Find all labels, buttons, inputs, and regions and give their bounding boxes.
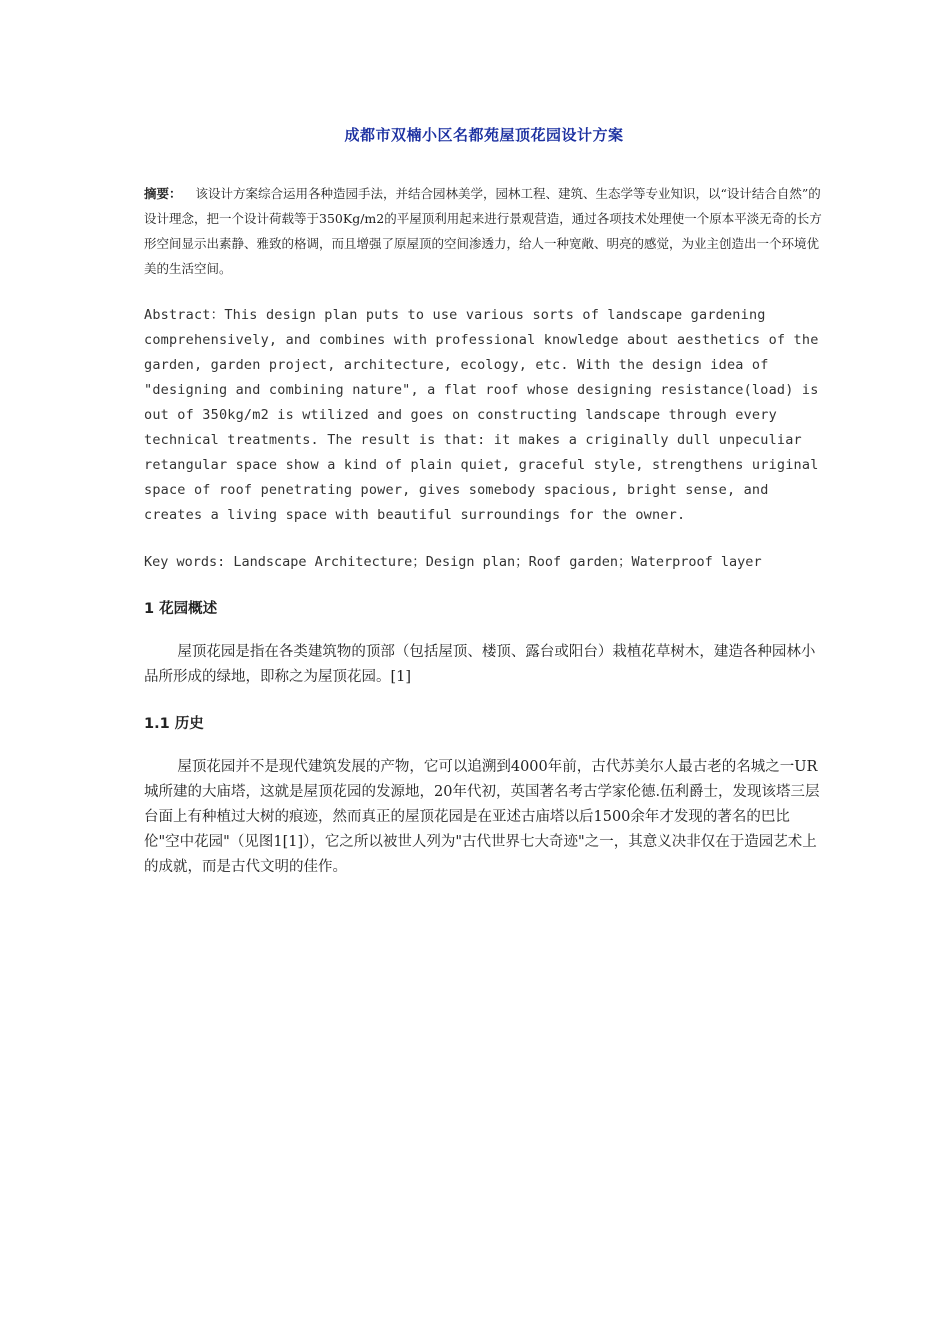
abstract-text: 该设计方案综合运用各种造园手法，并结合园林美学，园林工程、建筑、生态学等专业知识，以“设计结合自然”的设计理念，把一个设计荷载等于350Kg/m2的平屋顶利用起来进行景观营造，通过各项技术处理使一个原本平淡无奇的长方形空间显示出素静、雅致的格调，而且增强了原屋顶的空间渗透力，给人一种宽敞、明亮的感觉，为业主创造出一个环境优美的生活空间。 bbox=[144, 186, 822, 276]
section-paragraph-history: 屋顶花园并不是现代建筑发展的产物，它可以追溯到4000年前，古代苏美尔人最古老的名城之一UR城所建的大庙塔，这就是屋顶花园的发源地，20年代初，英国著名考古学家伦德.伍利爵士，发现该塔三层台面上有种植过大树的痕迹，然而真正的屋顶花园是在亚述古庙塔以后1500余年才发现的著名的巴比伦"空中花园"（见图1[1]），它之所以被世人列为"古代世界七大奇迹"之一，其意义决非仅在于造园艺术上的成就，而是古代文明的佳作。 bbox=[144, 759, 820, 875]
abstract-label: 摘要： bbox=[144, 186, 182, 201]
document-page bbox=[144, 124, 824, 902]
english-abstract: Abstract：This design plan puts to use various sorts of landscape gardening comprehensively, and combines with professional knowledge about aesthetics of the garden, garden project, architecture, ecology, etc. With the design idea of "designing and combining nature", a flat roof whose designing resistance(load) is out of 350kg/m2 is wtilized and goes on constructing landscape through every technical treatments. The result is that: it makes a criginally dull unpeculiar retangular space show a kind of plain quiet, graceful style, strengthens uriginal space of roof penetrating power, gives somebody spacious, bright sense, and creates a living space with beautiful surroundings for the owner. bbox=[144, 307, 819, 523]
chinese-abstract bbox=[144, 181, 824, 281]
section-paragraph-overview: 屋顶花园是指在各类建筑物的顶部（包括屋顶、楼顶、露台或阳台）栽植花草树木，建造各种园林小品所形成的绿地，即称之为屋顶花园。[1] bbox=[144, 644, 816, 685]
keywords: Key words: Landscape Architecture；Design plan；Roof garden；Waterproof layer bbox=[144, 554, 762, 570]
section-heading-history: 1.1 历史 bbox=[144, 716, 204, 732]
section-heading-overview: 1 花园概述 bbox=[144, 601, 218, 617]
document-title: 成都市双楠小区名都苑屋顶花园设计方案 bbox=[344, 126, 624, 144]
